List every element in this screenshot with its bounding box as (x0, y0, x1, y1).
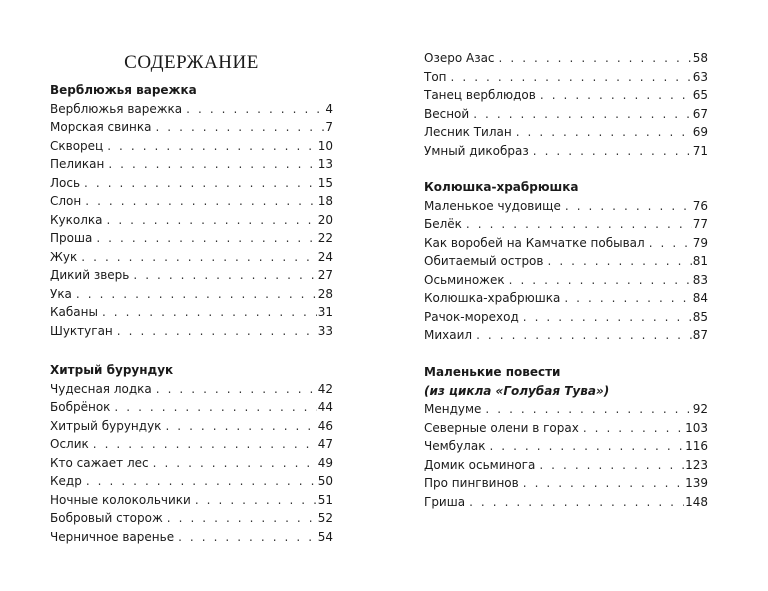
dot-leader (516, 123, 692, 142)
dot-leader (178, 528, 317, 547)
toc-entry (424, 234, 708, 253)
section-heading: Колюшка-храбрюшка (424, 180, 579, 194)
dot-leader (523, 308, 692, 327)
page-number: 116 (685, 439, 708, 453)
page-number: 79 (692, 235, 708, 250)
entry-title: Дикий зверь (50, 268, 130, 282)
toc-entry (424, 456, 708, 475)
page-number: 76 (692, 198, 708, 213)
page-number: 22 (317, 231, 333, 245)
toc-section (424, 178, 708, 345)
toc-entry (50, 248, 333, 267)
dot-leader (485, 400, 691, 419)
entry-title: Как воробей на Камчатке побывал (424, 235, 645, 250)
toc-entry (424, 271, 708, 290)
entry-title: Северные олени в горах (424, 420, 579, 435)
page-number: 52 (317, 511, 333, 525)
toc-entry (424, 142, 708, 161)
entry-title: Чембулак (424, 439, 486, 453)
toc-entry (424, 197, 708, 216)
entry-title: Озеро Азас (424, 51, 495, 65)
dot-leader (153, 454, 317, 473)
entry-title: Белёк (424, 217, 462, 231)
entry-title: Михаил (424, 328, 473, 342)
entry-title: Рачок-мореход (424, 309, 519, 324)
entry-title: Бобровый сторож (50, 511, 163, 525)
page-number: 7 (325, 120, 333, 134)
dot-leader (186, 100, 324, 119)
page-number: 49 (317, 455, 333, 470)
toc-entry (50, 491, 333, 510)
dot-leader (540, 86, 692, 105)
dot-leader (195, 491, 317, 510)
dot-leader (81, 248, 316, 267)
page-number: 81 (692, 254, 708, 268)
dot-leader (108, 155, 316, 174)
page-number: 77 (692, 217, 708, 231)
dot-leader (117, 322, 317, 341)
dot-leader (86, 472, 317, 491)
entry-title: Слон (50, 194, 82, 208)
dot-leader (102, 303, 317, 322)
entry-title: Осьминожек (424, 272, 505, 287)
toc-entry (424, 49, 708, 68)
dot-leader (76, 285, 317, 304)
entry-title: Домик осьминога (424, 457, 536, 472)
entry-title: Кабаны (50, 305, 98, 319)
dot-leader (114, 398, 316, 417)
page-number: 15 (317, 175, 333, 190)
dot-leader (476, 326, 692, 345)
page-number: 31 (317, 305, 333, 319)
entry-title: Мендуме (424, 402, 482, 416)
dot-leader (583, 419, 684, 438)
entry-title: Лесник Тилан (424, 125, 512, 139)
toc-entry (50, 435, 333, 454)
page-number: 123 (685, 457, 708, 472)
section-subheading: (из цикла «Голубая Тува») (424, 383, 610, 398)
page-number: 63 (692, 69, 708, 84)
toc-entry (50, 398, 333, 417)
dot-leader (473, 105, 692, 124)
page-number: 58 (692, 51, 708, 65)
entry-title: Лось (50, 175, 81, 190)
toc-entry (424, 252, 708, 271)
toc-entry (50, 285, 333, 304)
entry-title: Пеликан (50, 157, 105, 171)
dot-leader (539, 456, 684, 475)
dot-leader (156, 380, 317, 399)
toc-entry (424, 215, 708, 234)
dot-leader (466, 215, 692, 234)
entry-title: Бобрёнок (50, 400, 111, 414)
toc-entry (424, 419, 708, 438)
entry-title: Черничное варенье (50, 529, 175, 544)
page-number: 139 (685, 476, 708, 490)
section-heading: Хитрый бурундук (50, 363, 174, 377)
toc-entry (50, 528, 333, 547)
page-number: 44 (317, 400, 333, 414)
dot-leader (523, 474, 684, 493)
page-number: 51 (317, 492, 333, 507)
entry-title: Маленькое чудовище (424, 198, 561, 213)
entry-title: Колюшка-храбрюшка (424, 291, 561, 305)
page-number: 46 (317, 418, 333, 433)
entry-title: Кто сажает лес (50, 455, 149, 470)
dot-leader (106, 211, 316, 230)
page-number: 18 (317, 194, 333, 208)
dot-leader (155, 118, 324, 137)
entry-title: Весной (424, 106, 470, 121)
toc-section (50, 81, 333, 340)
page-number: 13 (317, 157, 333, 171)
toc-entry (50, 303, 333, 322)
page-number: 28 (317, 286, 333, 301)
dot-leader (564, 289, 691, 308)
entry-title: Обитаемый остров (424, 254, 544, 268)
page-number: 27 (317, 268, 333, 282)
entry-title: Топ (424, 69, 447, 84)
page-number: 33 (317, 323, 333, 338)
toc-entry (50, 137, 333, 156)
page-number: 54 (317, 529, 333, 544)
page-number: 24 (317, 249, 333, 264)
entry-title: Кедр (50, 474, 82, 488)
toc-entry (50, 174, 333, 193)
toc-entry (50, 118, 333, 137)
page-number: 42 (317, 381, 333, 396)
entry-title: Проша (50, 231, 93, 245)
page-number: 67 (692, 106, 708, 121)
page-number: 65 (692, 88, 708, 102)
entry-title: Ослик (50, 437, 89, 451)
toc-entry (424, 437, 708, 456)
entry-title: Верблюжья варежка (50, 101, 183, 116)
dot-leader (93, 435, 317, 454)
entry-title: Куколка (50, 212, 103, 227)
toc-entry (424, 474, 708, 493)
dot-leader (167, 509, 317, 528)
page-number: 87 (692, 328, 708, 342)
dot-leader (565, 197, 692, 216)
page-number: 71 (692, 143, 708, 158)
page-number: 47 (317, 437, 333, 451)
toc-section (424, 363, 708, 511)
page-number: 92 (692, 402, 708, 416)
dot-leader (499, 49, 692, 68)
entry-title: Жук (50, 249, 78, 264)
entry-title: Ночные колокольчики (50, 492, 191, 507)
dot-leader (84, 174, 317, 193)
page-number: 85 (692, 309, 708, 324)
page-number: 10 (317, 138, 333, 153)
dot-leader (533, 142, 692, 161)
entry-title: Шуктуган (50, 323, 113, 338)
toc-entry (50, 322, 333, 341)
toc-entry (424, 123, 708, 142)
dot-leader (85, 192, 316, 211)
toc-entry (50, 155, 333, 174)
toc-entry (50, 417, 333, 436)
dot-leader (165, 417, 316, 436)
toc-entry (424, 105, 708, 124)
section-heading: Маленькие повести (424, 365, 561, 379)
toc-entry (50, 192, 333, 211)
entry-title: Гриша (424, 494, 466, 509)
toc-entry (50, 211, 333, 230)
page-number: 50 (317, 474, 333, 488)
toc-entry (424, 289, 708, 308)
page-number: 20 (317, 212, 333, 227)
dot-leader (107, 137, 317, 156)
entry-title: Танец верблюдов (424, 88, 536, 102)
page-number: 4 (325, 101, 333, 116)
entry-title: Хитрый бурундук (50, 418, 162, 433)
dot-leader (451, 68, 692, 87)
toc-entry (424, 308, 708, 327)
toc-entry (424, 400, 708, 419)
dot-leader (509, 271, 692, 290)
toc-entry (50, 266, 333, 285)
toc-entry (50, 100, 333, 119)
dot-leader (96, 229, 316, 248)
dot-leader (469, 493, 684, 512)
page-number: 103 (685, 420, 708, 435)
page-number: 84 (692, 291, 708, 305)
entry-title: Ука (50, 286, 72, 301)
dot-leader (649, 234, 692, 253)
toc-entry (424, 493, 708, 512)
toc-entry (50, 229, 333, 248)
entry-title: Про пингвинов (424, 476, 519, 490)
toc-entry (50, 509, 333, 528)
entry-title: Морская свинка (50, 120, 152, 134)
toc-entry (424, 68, 708, 87)
toc-section (424, 49, 708, 160)
page-number: 148 (685, 494, 708, 509)
page-number: 69 (692, 125, 708, 139)
toc-entry (50, 454, 333, 473)
section-heading: Верблюжья варежка (50, 83, 197, 97)
dot-leader (547, 252, 691, 271)
toc-entry (50, 380, 333, 399)
dot-leader (133, 266, 316, 285)
dot-leader (489, 437, 684, 456)
toc-entry (50, 472, 333, 491)
toc-entry (424, 86, 708, 105)
entry-title: Чудесная лодка (50, 381, 152, 396)
toc-entry (424, 326, 708, 345)
entry-title: Скворец (50, 138, 104, 153)
page-number: 83 (692, 272, 708, 287)
entry-title: Умный дикобраз (424, 143, 529, 158)
page-title: СОДЕРЖАНИЕ (124, 52, 259, 73)
toc-section (50, 361, 333, 546)
